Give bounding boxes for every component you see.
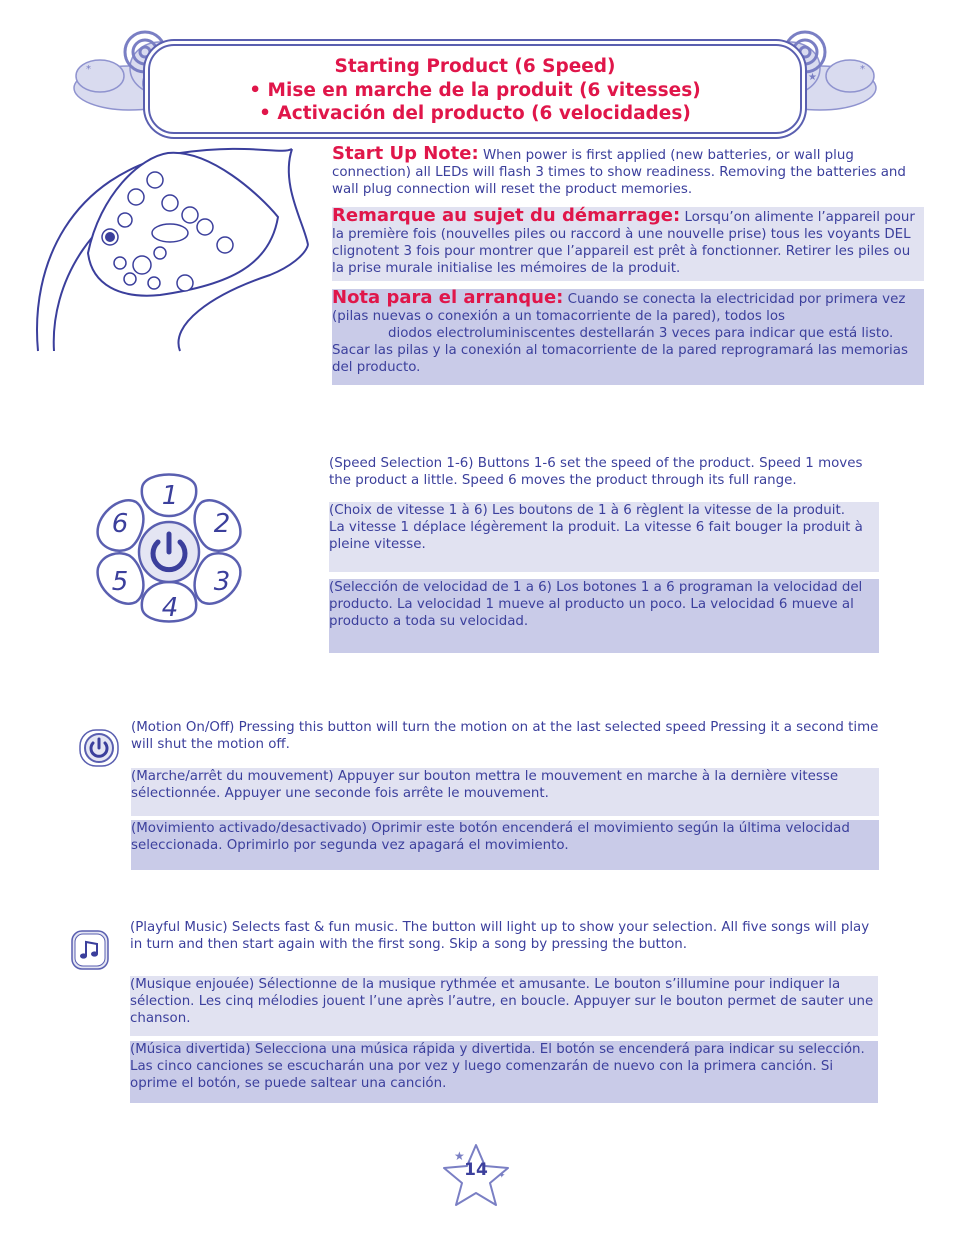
speed-text-fr [329, 502, 879, 572]
startup-note-fr-text: Lorsqu’on alimente l’appareil pour la première fois (nouvelles piles ou raccord à une nouvelle prise) tous les voyants DEL clignotent 3 fois pour montrer que l’appareil est prêt à fonctionner. Retirer les piles ou la prise murale initialise les mémoires de la produit. [332, 210, 915, 276]
speed-label-2: 2 [213, 509, 231, 539]
page-title-es: • Activación del producto (6 velocidades) [259, 103, 691, 124]
header-banner [60, 28, 890, 140]
startup-note-en-text: When power is first applied (new batteries, or wall plug connection) all LEDs will flash 3 times to show readiness. Removing the batteries and wall plug connection will reset the product memories. [332, 148, 906, 197]
svg-text:★: ★ [454, 1149, 465, 1163]
speed-label-4: 4 [161, 593, 179, 623]
startup-note-es-text-3: Sacar las pilas y la conexión al tomacorriente de la pared reprogramará las memorias del producto. [332, 343, 908, 375]
motion-text-fr: (Marche/arrêt du mouvement) Appuyer sur bouton mettra le mouvement en marche à la dernière vitesse sélectionnée. Appuyer une seconde fois arrête le mouvement. [131, 768, 879, 816]
speed-text-en: (Speed Selection 1-6) Buttons 1-6 set the speed of the product. Speed 1 moves the product a little. Speed 6 moves the product through its full range. [329, 456, 863, 488]
page-number: 14 [464, 1160, 488, 1180]
speed-text-fr-2: La vitesse 1 déplace légèrement la produit. La vitesse 6 fait bouger la produit à pleine vitesse. [329, 520, 863, 552]
speed-text-es: (Selección de velocidad de 1 a 6) Los botones 1 a 6 programan la velocidad del producto. La velocidad 1 mueve al producto un poco. La velocidad 6 mueve al producto a toda su velocidad. [329, 579, 879, 653]
speed-label-1: 1 [161, 481, 179, 511]
music-text-es: (Música divertida) Selecciona una música rápida y divertida. El botón se encenderá para indicar su selección. Las cinco canciones se escucharán una por vez y luego comenzarán de nuevo con la primera canción. Si oprime el botón, se puede saltear una canción. [130, 1041, 878, 1103]
music-text-en: (Playful Music) Selects fast & fun music. The button will light up to show your selection. All five songs will play in turn and then start again with the first song. Skip a song by pressing the button. [130, 920, 870, 952]
music-text-fr: (Musique enjouée) Sélectionne de la musique rythmée et amusante. Le bouton s’illumine pour indiquer la sélection. Les cinq mélodies jouent l’une après l’autre, en boucle. Appuyer sur le bouton permet de sauter une chanson. [130, 976, 878, 1036]
speed-label-5: 5 [111, 567, 129, 597]
startup-note-es-text-1: Cuando se conecta la electricidad por primera vez (pilas nuevas o conexión a un tomacorriente de la pared), todos los [332, 292, 906, 324]
svg-text:✦: ✦ [498, 1171, 506, 1181]
speed-label-3: 3 [213, 567, 231, 597]
startup-note-en [332, 145, 924, 198]
motion-text-es: (Movimiento activado/desactivado) Oprimir este botón encenderá el movimiento según la última velocidad seleccionada. Oprimirlo por segunda vez apagará el movimiento. [131, 820, 879, 870]
startup-note-es-text-2: diodos electroluminiscentes destellarán 3 veces para indicar que está listo. [388, 326, 894, 341]
motion-text-en: (Motion On/Off) Pressing this button will turn the motion on at the last selected speed Pressing it a second time will shut the motion off. [131, 720, 879, 752]
page-title-en: Starting Product (6 Speed) [334, 56, 616, 77]
startup-note-fr [332, 207, 924, 281]
svg-text:*: * [860, 64, 865, 75]
music-note-icon [70, 929, 110, 971]
page-title-fr: • Mise en marche de la produit (6 vitesses) [249, 80, 701, 101]
startup-note-fr-title: Remarque au sujet du démarrage: [332, 205, 681, 226]
startup-note-es-title: Nota para el arranque: [332, 287, 564, 308]
startup-note-es [332, 289, 924, 385]
power-icon [78, 728, 120, 768]
speed-label-6: 6 [111, 509, 129, 539]
svg-text:*: * [86, 64, 91, 75]
control-panel-illustration [30, 145, 330, 355]
speed-text-fr-1: (Choix de vitesse 1 à 6) Les boutons de 1 à 6 règlent la vitesse de la produit. [329, 503, 845, 518]
speed-dial-illustration [84, 464, 254, 632]
startup-note-en-title: Start Up Note: [332, 143, 479, 164]
svg-text:★: ★ [808, 72, 817, 83]
